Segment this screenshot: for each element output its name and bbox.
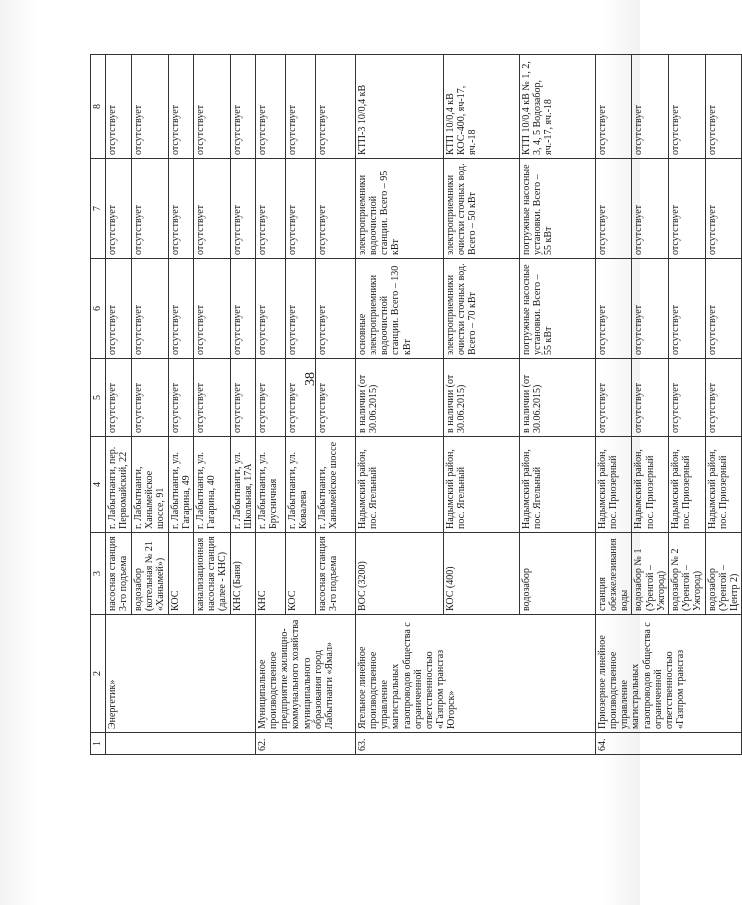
col-header: 7	[91, 159, 106, 259]
table-cell: Надымский район, пос. Приозерный	[632, 437, 669, 533]
table-cell: отсутствует	[595, 359, 632, 437]
col-header: 2	[91, 615, 106, 733]
row-number	[106, 733, 256, 755]
table-cell: г. Лабытнанги, Ханымейское шоссе, 91	[132, 437, 169, 533]
table-cell: водозабор № 1 (Уренгой – Ужгород)	[632, 533, 669, 615]
organization-name: Ягельное линейное производственное управление магистральных газопроводов общества с ограниченной ответственностью «Газпром трансгаз Югорск»	[355, 615, 595, 733]
table-cell: отсутствует	[595, 259, 632, 359]
table-cell: электроприемники очистки сточных вод. Всего – 70 кВт	[443, 259, 519, 359]
row-number: 64.	[595, 733, 741, 755]
table-cell: г. Лабытнанги, ул. Ковалева	[285, 437, 315, 533]
table-cell: погружные насосные установки. Всего – 55 кВт	[519, 159, 595, 259]
table-cell: отсутствует	[230, 55, 255, 159]
table-cell: г. Лабытнанги, ул. Брусничная	[255, 437, 285, 533]
col-header: 4	[91, 437, 106, 533]
table-row	[255, 55, 285, 755]
table-cell: отсутствует	[669, 159, 706, 259]
table-cell: отсутствует	[168, 55, 193, 159]
organization-name: Энергетик»	[106, 615, 256, 733]
table-cell: отсутствует	[315, 159, 355, 259]
table-cell: отсутствует	[632, 55, 669, 159]
table-cell: станция обезжелезивания воды	[595, 533, 632, 615]
table-cell: КТП-3 10/0,4 кВ	[355, 55, 443, 159]
table-cell: Надымский район, пос. Приозерный	[595, 437, 632, 533]
table-cell: Надымский район, пос. Ягельный	[443, 437, 519, 533]
table-cell: г. Лабытнанги, Ханымейское шоссе	[315, 437, 355, 533]
col-header: 3	[91, 533, 106, 615]
col-header: 6	[91, 259, 106, 359]
table-cell: отсутствует	[106, 159, 132, 259]
table-cell: электроприемники очистки сточных вод. Всего – 50 кВт	[443, 159, 519, 259]
table-cell: отсутствует	[669, 359, 706, 437]
table-cell: КОС (400)	[443, 533, 519, 615]
table-cell: г. Лабытнанги, ул. Гагарина, 40	[193, 437, 230, 533]
table-cell: КТП 10/0,4 кВ № 1, 2, 3, 4, 5 Водозабор, яч.-17, яч.-18	[519, 55, 595, 159]
table-cell: отсутствует	[106, 259, 132, 359]
table-cell: отсутствует	[132, 259, 169, 359]
table-cell: в наличии (от 30.06.2015)	[519, 359, 595, 437]
table-cell: отсутствует	[669, 259, 706, 359]
table-cell: отсутствует	[595, 55, 632, 159]
table-cell: Надымский район, пос. Приозерный	[705, 437, 742, 533]
table-cell: отсутствует	[705, 159, 742, 259]
table-cell: основные электроприемники водоочистной станции. Всего – 130 кВт	[355, 259, 443, 359]
table-cell: водозабор	[519, 533, 595, 615]
table-row	[595, 55, 632, 755]
table-cell: отсутствует	[285, 159, 315, 259]
table-cell: КНС	[255, 533, 285, 615]
table-cell: Надымский район, пос. Приозерный	[669, 437, 706, 533]
table-cell: отсутствует	[106, 55, 132, 159]
table-cell: в наличии (от 30.06.2015)	[355, 359, 443, 437]
table-cell: в наличии (от 30.06.2015)	[443, 359, 519, 437]
table-cell: водозабор № 2 (Уренгой – Ужгород)	[669, 533, 706, 615]
table-cell: отсутствует	[168, 259, 193, 359]
table-cell: ВОС (3200)	[355, 533, 443, 615]
table-cell: КНС (Баня)	[230, 533, 255, 615]
table-cell: отсутствует	[255, 259, 285, 359]
table-cell: отсутствует	[193, 159, 230, 259]
table-cell: канализационная насосная станция (далее - КНС)	[193, 533, 230, 615]
table-cell: отсутствует	[132, 55, 169, 159]
table-cell: отсутствует	[285, 259, 315, 359]
table-cell: отсутствует	[669, 55, 706, 159]
table-cell: КОС	[168, 533, 193, 615]
page-number: 38	[303, 372, 318, 386]
organization-name: Муниципальное производственное предприятие жилищно-коммунального хозяйства муниципального образования город Лабытнанги «Ямал»	[255, 615, 355, 733]
col-header: 5	[91, 359, 106, 437]
rotated-table-wrapper	[90, 55, 740, 755]
table-cell: отсутствует	[315, 55, 355, 159]
table-cell: насосная станция 3-го подъема	[106, 533, 132, 615]
data-table	[90, 54, 742, 755]
table-cell: КОС	[285, 533, 315, 615]
table-cell: отсутствует	[632, 259, 669, 359]
table-cell: отсутствует	[193, 55, 230, 159]
table-cell: отсутствует	[705, 359, 742, 437]
table-cell: отсутствует	[255, 159, 285, 259]
table-cell: электроприемники водоочистной станции. Всего – 95 кВт	[355, 159, 443, 259]
table-cell: Надымский район, пос. Ягельный	[355, 437, 443, 533]
table-cell: отсутствует	[632, 159, 669, 259]
table-cell: отсутствует	[230, 359, 255, 437]
table-cell: отсутствует	[632, 359, 669, 437]
table-row	[106, 55, 132, 755]
table-cell: КТП 10/0,4 кВ КОС-400, яч-17, яч.-18	[443, 55, 519, 159]
table-cell: отсутствует	[193, 359, 230, 437]
table-cell: отсутствует	[168, 159, 193, 259]
table-cell: водозабор (Уренгой – Центр 2)	[705, 533, 742, 615]
table-cell: погружные насосные установки. Всего – 55 кВт	[519, 259, 595, 359]
table-cell: отсутствует	[255, 55, 285, 159]
table-cell: отсутствует	[106, 359, 132, 437]
row-number: 63.	[355, 733, 595, 755]
table-cell: отсутствует	[255, 359, 285, 437]
table-cell: отсутствует	[132, 359, 169, 437]
table-cell: г. Лабытнанги, ул. Гагарина, 49	[168, 437, 193, 533]
table-cell: отсутствует	[230, 259, 255, 359]
row-number: 62.	[255, 733, 355, 755]
table-cell: насосная станция 3-го подъема	[315, 533, 355, 615]
table-cell: водозабор (котельная № 21 «Ханымей»)	[132, 533, 169, 615]
header-row	[91, 55, 106, 755]
table-cell: отсутствует	[285, 55, 315, 159]
organization-name: Приозерное линейное производственное управление магистральных газопроводов общества с ограниченной ответственностью «Газпром трансгаз	[595, 615, 741, 733]
table-row	[355, 55, 443, 755]
table-cell: отсутствует	[315, 259, 355, 359]
table-cell: г. Лабытнанги, ул. Школьная, 17А	[230, 437, 255, 533]
table-cell: отсутствует	[230, 159, 255, 259]
table-cell: отсутствует	[168, 359, 193, 437]
table-cell: Надымский район, пос. Ягельный	[519, 437, 595, 533]
table-cell: отсутствует	[193, 259, 230, 359]
table-cell: отсутствует	[315, 359, 355, 437]
table-cell: отсутствует	[705, 55, 742, 159]
col-header: 1	[91, 733, 106, 755]
table-cell: отсутствует	[595, 159, 632, 259]
col-header: 8	[91, 55, 106, 159]
table-cell: отсутствует	[285, 359, 315, 437]
table-cell: отсутствует	[132, 159, 169, 259]
table-cell: г. Лабытнанги, пер. Первомайский, 22	[106, 437, 132, 533]
table-cell: отсутствует	[705, 259, 742, 359]
